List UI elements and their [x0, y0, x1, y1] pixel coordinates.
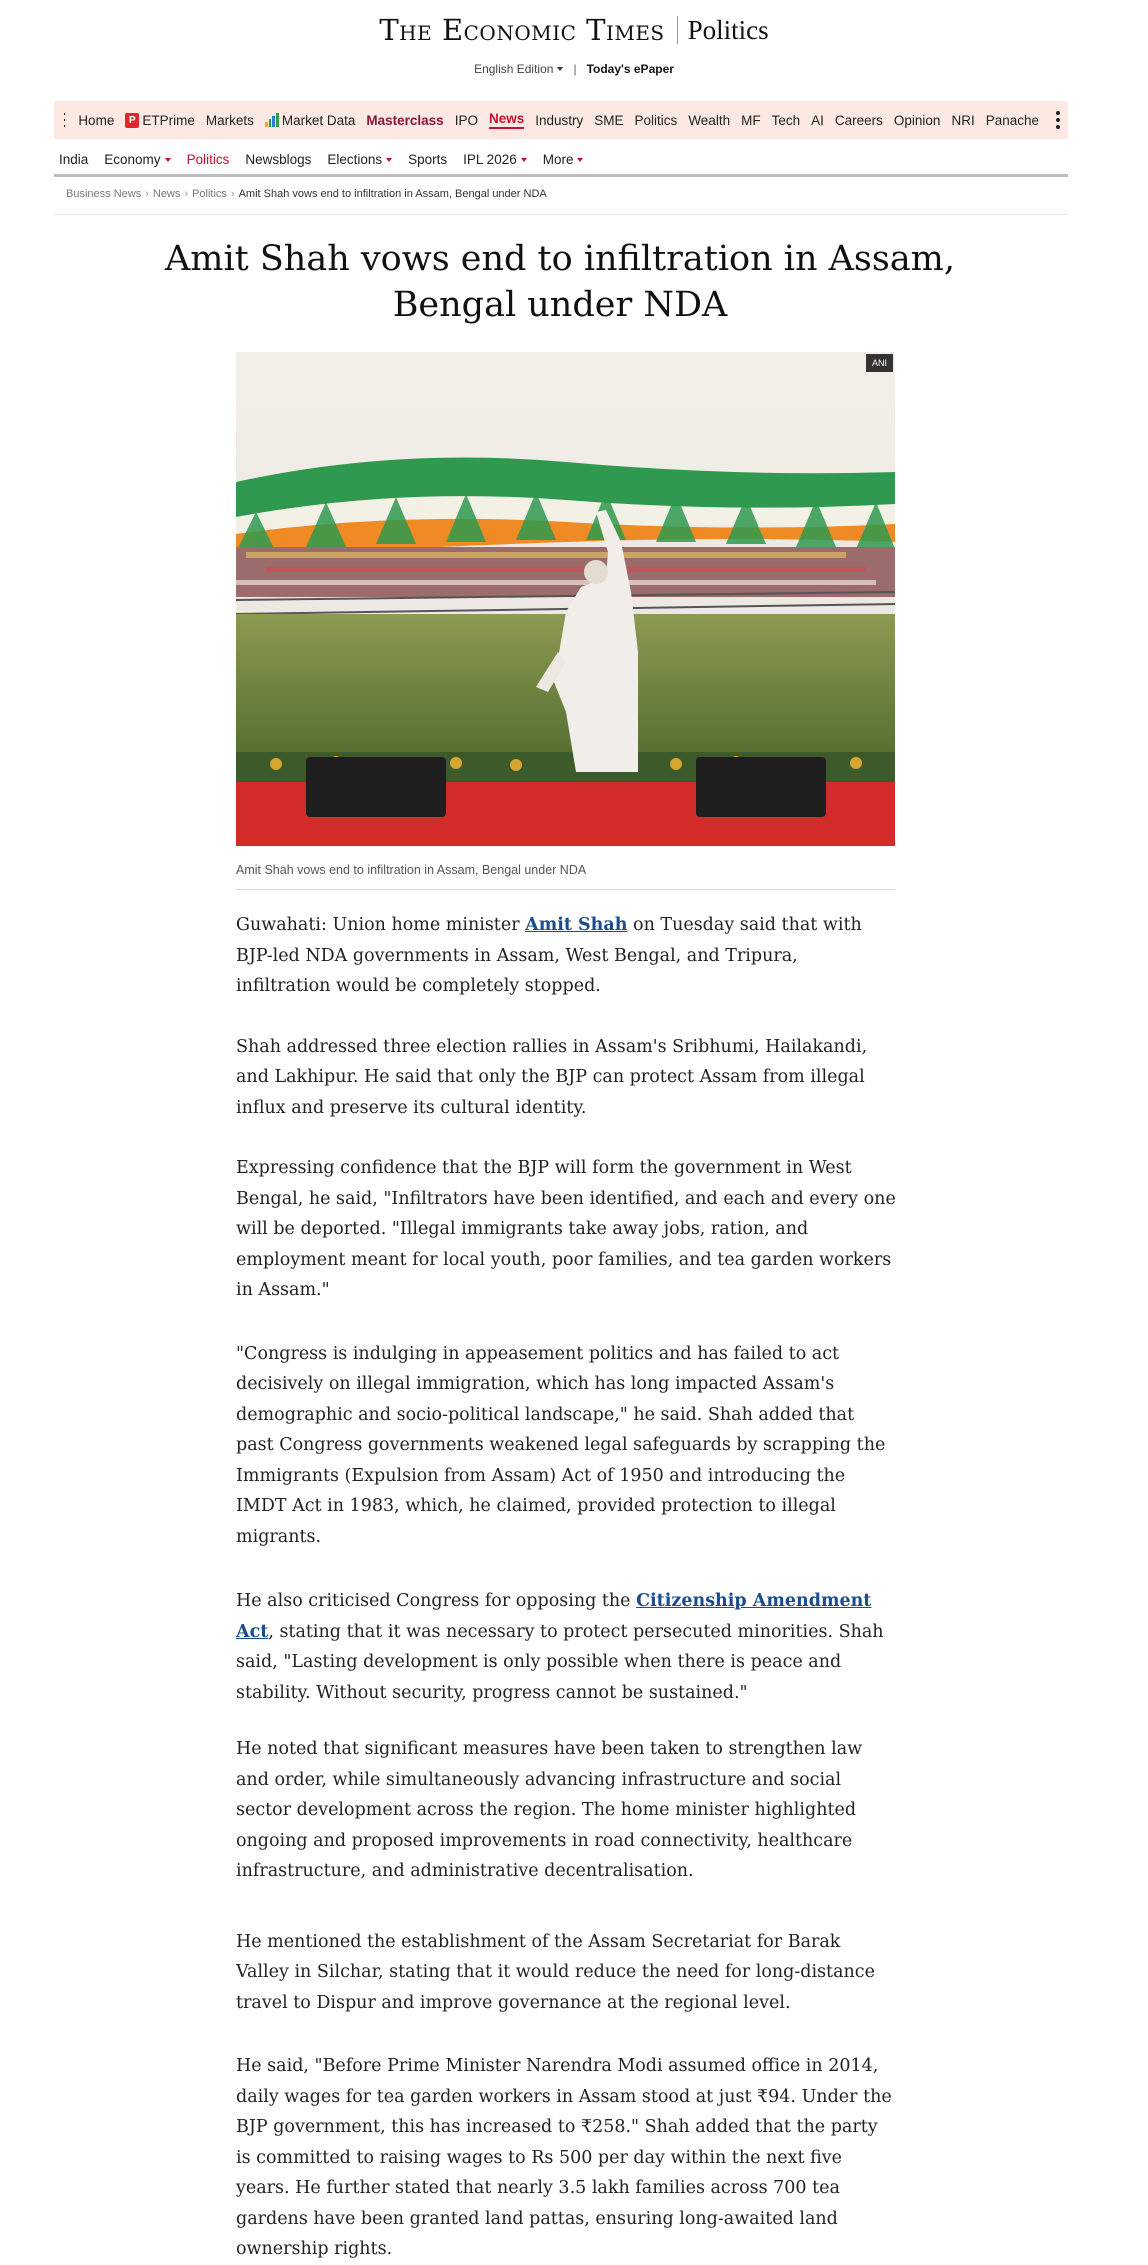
paragraph-1: [236, 910, 896, 1002]
subnav-ipl-2026[interactable]: [463, 152, 527, 167]
nav-careers[interactable]: Careers: [835, 113, 883, 128]
hero-image[interactable]: [236, 352, 895, 846]
chevron-down-icon: [557, 67, 563, 71]
amit-shah-link[interactable]: Amit Shah: [525, 915, 627, 935]
paragraph-1-text-a: Guwahati: Union home minister: [236, 915, 525, 935]
paragraph-7: He mentioned the establishment of the Assam Secretariat for Barak Valley in Silchar, stating that it would reduce the need for long-distance travel to Dispur and improve governance at the regional level.: [236, 1927, 896, 2019]
paragraph-4: "Congress is indulging in appeasement politics and has failed to act decisively on illegal immigration, which has long impacted Assam's demographic and socio-political landscape," he said. Shah added that past Congress governments weakened legal safeguards by scrapping the Immigrants (Expulsion from Assam) Act of 1950 and introducing the IMDT Act in 1983, which, he claimed, provided protection to illegal migrants.: [236, 1339, 896, 1553]
nav-nri[interactable]: NRI: [951, 113, 974, 128]
subnav-economy-label: Economy: [104, 152, 160, 167]
nav-etprime-label: ETPrime: [142, 113, 195, 128]
brand-row: [0, 12, 1148, 48]
nav-industry[interactable]: Industry: [535, 113, 583, 128]
subnav-india[interactable]: India: [59, 152, 88, 167]
chevron-down-icon: [165, 158, 171, 162]
subnav-sports[interactable]: Sports: [408, 152, 447, 167]
breadcrumb-current: Amit Shah vows end to infiltration in Assam, Bengal under NDA: [239, 188, 547, 200]
image-caption: Amit Shah vows end to infiltration in Assam, Bengal under NDA: [236, 863, 586, 877]
brand-divider: [677, 16, 678, 44]
paragraph-8: He said, "Before Prime Minister Narendra Modi assumed office in 2014, daily wages for tea garden workers in Assam stood at just ₹94. Under the BJP government, this has increased to ₹258." Shah added that the party is committed to raising wages to Rs 500 per day within the next five years. He further stated that nearly 3.5 lakh families across 700 tea gardens have been granted land pattas, ensuring long-awaited land ownership rights.: [236, 2051, 896, 2265]
caption-divider: [236, 889, 895, 890]
article-headline: Amit Shah vows end to infiltration in Assam, Bengal under NDA: [160, 236, 960, 328]
article-body: [236, 910, 896, 2265]
sub-nav: [54, 145, 1068, 177]
nav-tech[interactable]: Tech: [772, 113, 801, 128]
section-title[interactable]: Politics: [688, 15, 769, 46]
edition-separator: |: [573, 62, 576, 76]
etprime-icon: P: [125, 113, 139, 128]
rally-photo-illustration: [236, 352, 895, 846]
breadcrumb-separator: ›: [184, 188, 188, 200]
nav-mf[interactable]: MF: [741, 113, 761, 128]
chevron-down-icon: [521, 158, 527, 162]
image-credit-badge: ANI: [866, 354, 893, 372]
main-nav: [54, 101, 1068, 139]
subnav-economy[interactable]: [104, 152, 170, 167]
nav-news[interactable]: News: [489, 111, 524, 129]
nav-wealth[interactable]: Wealth: [688, 113, 730, 128]
paragraph-5-text-a: He also criticised Congress for opposing the: [236, 1591, 636, 1611]
edition-dropdown[interactable]: [474, 62, 563, 76]
paragraph-2: Shah addressed three election rallies in Assam's Sribhumi, Hailakandi, and Lakhipur. He said that only the BJP can protect Assam from illegal influx and preserve its cultural identity.: [236, 1032, 896, 1124]
paragraph-1-text-b: on Tuesday said that with BJP-led NDA governments in Assam, West Bengal, and Tripura, infiltration would be completely stopped.: [236, 915, 862, 996]
nav-ipo[interactable]: IPO: [455, 113, 478, 128]
nav-ai[interactable]: AI: [811, 113, 824, 128]
brand-logo[interactable]: The Economic Times: [379, 13, 664, 47]
paragraph-6: He noted that significant measures have been taken to strengthen law and order, while simultaneously advancing infrastructure and social sector development across the region. The home minister highlighted ongoing and proposed improvements in road connectivity, healthcare infrastructure, and administrative decentralisation.: [236, 1734, 896, 1887]
breadcrumb-separator: ›: [145, 188, 149, 200]
nav-panache[interactable]: Panache: [986, 113, 1039, 128]
nav-etprime[interactable]: [125, 113, 195, 128]
chevron-down-icon: [386, 158, 392, 162]
subnav-more-label: More: [543, 152, 574, 167]
edition-label: English Edition: [474, 62, 553, 76]
breadcrumb-business-news[interactable]: Business News: [66, 188, 141, 200]
masthead: [0, 12, 1148, 76]
paragraph-5-text-b: , stating that it was necessary to protect persecuted minorities. Shah said, "Lasting development is only possible when there is peace and stability. Without security, progress cannot be sustained.": [236, 1622, 884, 1703]
nav-masterclass[interactable]: Masterclass: [366, 113, 443, 128]
nav-market-data[interactable]: [265, 113, 356, 128]
paragraph-5: [236, 1586, 896, 1708]
breadcrumb-news[interactable]: News: [153, 188, 181, 200]
breadcrumb-divider: [54, 214, 1068, 215]
breadcrumb-separator: ›: [231, 188, 235, 200]
nav-sme[interactable]: SME: [594, 113, 623, 128]
subnav-elections[interactable]: [327, 152, 392, 167]
nav-politics[interactable]: Politics: [635, 113, 678, 128]
citizenship-amendment-act-link[interactable]: Citizenship Amendment Act: [236, 1591, 871, 1642]
more-vertical-icon[interactable]: [1056, 111, 1060, 129]
nav-opinion[interactable]: Opinion: [894, 113, 941, 128]
breadcrumb: [66, 188, 547, 200]
chevron-down-icon: [577, 158, 583, 162]
edition-row: [0, 62, 1148, 76]
bar-chart-icon: [265, 113, 279, 127]
subnav-politics[interactable]: Politics: [187, 152, 230, 167]
nav-markets[interactable]: Markets: [206, 113, 254, 128]
breadcrumb-politics[interactable]: Politics: [192, 188, 227, 200]
paragraph-3: Expressing confidence that the BJP will form the government in West Bengal, he said, "Infiltrators have been identified, and each and every one will be deported. "Illegal immigrants take away jobs, ration, and employment meant for local youth, poor families, and tea garden workers in Assam.": [236, 1153, 896, 1306]
nav-market-data-label: Market Data: [282, 113, 356, 128]
subnav-elections-label: Elections: [327, 152, 382, 167]
nav-home[interactable]: Home: [78, 113, 114, 128]
subnav-newsblogs[interactable]: Newsblogs: [245, 152, 311, 167]
subnav-ipl-label: IPL 2026: [463, 152, 517, 167]
subnav-more[interactable]: [543, 152, 584, 167]
epaper-link[interactable]: Today's ePaper: [587, 62, 674, 76]
